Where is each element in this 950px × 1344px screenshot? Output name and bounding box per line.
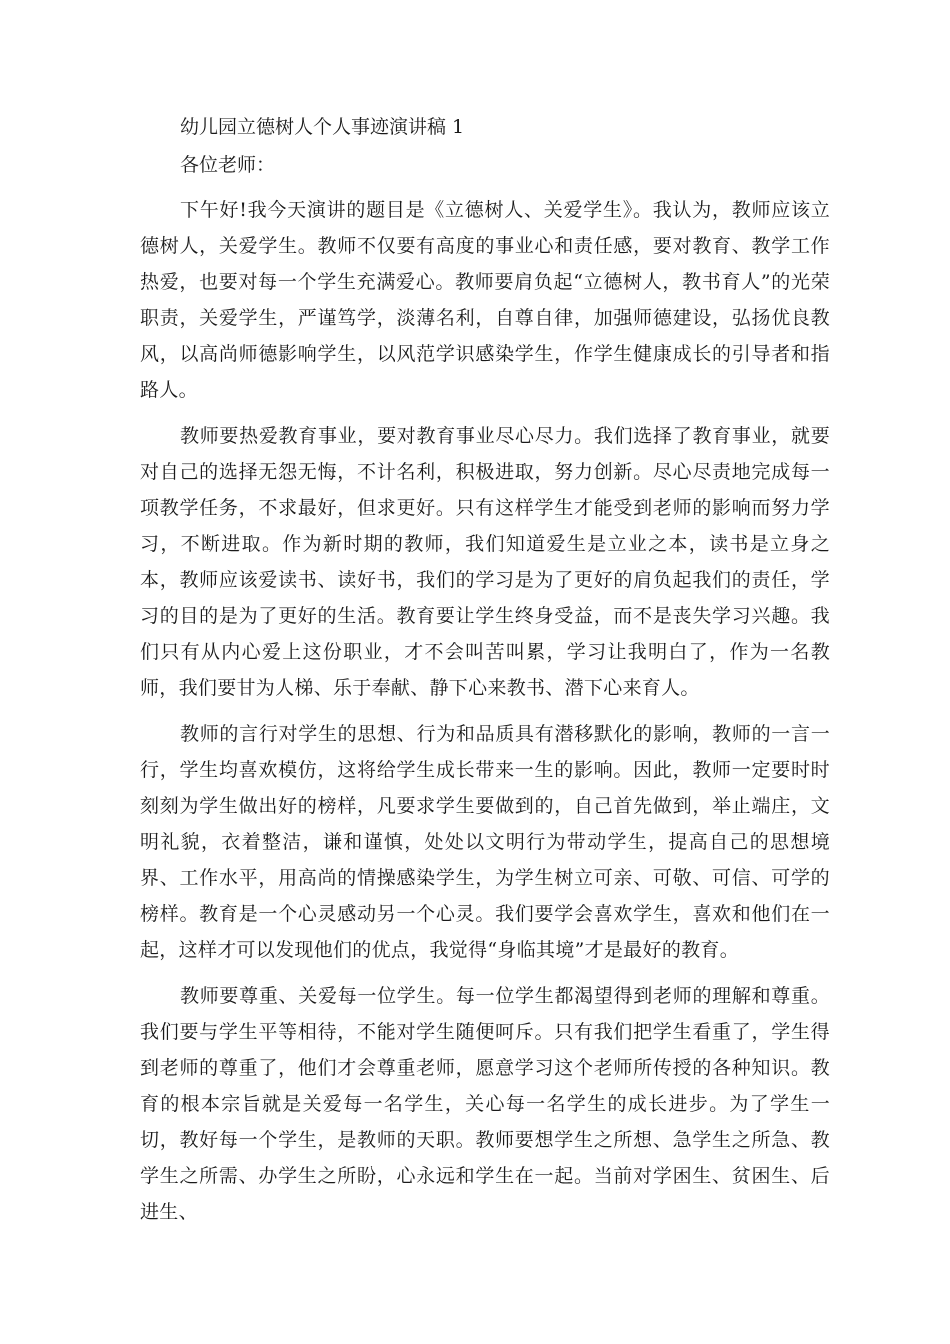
paragraph-4: 教师要尊重、关爱每一位学生。每一位学生都渴望得到老师的理解和尊重。我们要与学生平等相待，不能对学生随便呵斥。只有我们把学生看重了，学生得到老师的尊重了，他们才会尊重老师，愿意学习这个老师所传授的各种知识。教育的根本宗旨就是关爱每一名学生，关心每一名学生的成长进步。为了学生一切，教好每一个学生，是教师的天职。教师要想学生之所想、急学生之所急、教学生之所需、办学生之所盼，心永远和学生在一起。当前对学困生、贫困生、后进生、 — [140, 985, 830, 1223]
paragraph-1: 下午好!我今天演讲的题目是《立德树人、关爱学生》。我认为，教师应该立德树人，关爱学生。教师不仅要有高度的事业心和责任感，要对教育、教学工作热爱，也要对每一个学生充满爱心。教师要肩负起“立德树人，教书育人”的光荣职责，关爱学生，严谨笃学，淡薄名利，自尊自律，加强师德建设，弘扬优良教风，以高尚师德影响学生，以风范学识感染学生，作学生健康成长的引导者和指路人。 — [140, 199, 830, 401]
document-page — [140, 112, 830, 1240]
paragraph-2: 教师要热爱教育事业，要对教育事业尽心尽力。我们选择了教育事业，就要对自己的选择无怨无悔，不计名利，积极进取，努力创新。尽心尽责地完成每一项教学任务，不求最好，但求更好。只有这样学生才能受到老师的影响而努力学习，不断进取。作为新时期的教师，我们知道爱生是立业之本，读书是立身之本，教师应该爱读书、读好书，我们的学习是为了更好的肩负起我们的责任，学习的目的是为了更好的生活。教育要让学生终身受益，而不是丧失学习兴趣。我们只有从内心爱上这份职业，才不会叫苦叫累，学习让我明白了，作为一名教师，我们要甘为人梯、乐于奉献、静下心来教书、潜下心来育人。 — [140, 425, 830, 699]
document-title: 幼儿园立德树人个人事迹演讲稿 1 — [180, 116, 465, 138]
greeting: 各位老师： — [180, 154, 276, 176]
paragraph-3: 教师的言行对学生的思想、行为和品质具有潜移默化的影响，教师的一言一行，学生均喜欢模仿，这将给学生成长带来一生的影响。因此，教师一定要时时刻刻为学生做出好的榜样，凡要求学生要做到的，自己首先做到，举止端庄，文明礼貌，衣着整洁，谦和谨慎，处处以文明行为带动学生，提高自己的思想境界、工作水平，用高尚的情操感染学生，为学生树立可亲、可敬、可信、可学的榜样。教育是一个心灵感动另一个心灵。我们要学会喜欢学生，喜欢和他们在一起，这样才可以发现他们的优点，我觉得“身临其境”才是最好的教育。 — [140, 723, 830, 961]
